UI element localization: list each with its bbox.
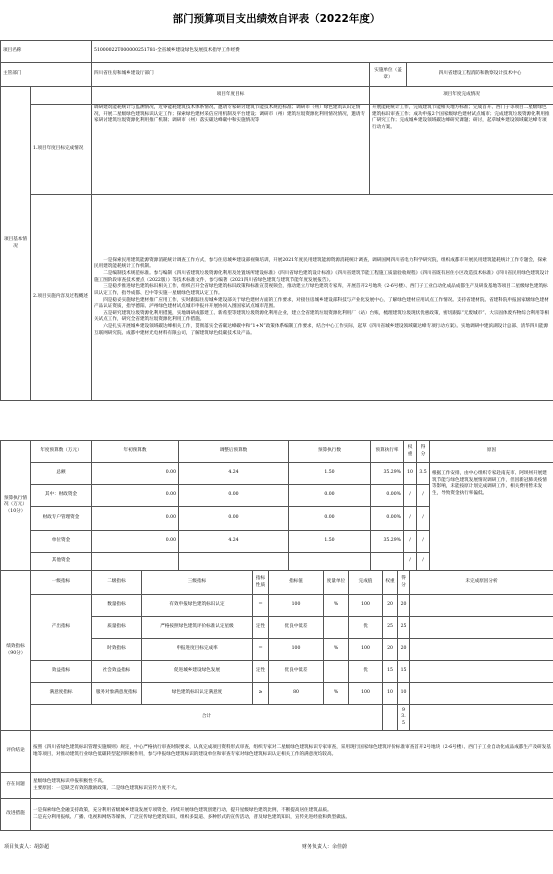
perf-reason	[410, 639, 553, 661]
perf-l2: 数量指标	[92, 595, 142, 617]
overview-table	[0, 40, 553, 401]
perf-l1: 效益指标	[31, 661, 92, 683]
budget-rate	[371, 553, 404, 571]
perf-value: 80	[269, 683, 324, 705]
perf-header: 三级指标	[142, 571, 253, 595]
leader-label: 项目负责人：	[4, 844, 35, 850]
perf-done: 100	[349, 595, 383, 617]
perf-l2: 质量指标	[92, 617, 142, 639]
budget-score: /	[417, 507, 430, 531]
finance-name: 余佳蔚	[332, 844, 348, 850]
budget-adjusted: 4.24	[179, 531, 289, 553]
budget-adjusted: 0.00	[179, 507, 289, 531]
total-score: 93.5	[398, 705, 410, 731]
perf-value: 100	[269, 595, 324, 617]
perf-l3: 严格按照绿色建筑评价标准认定星级	[142, 617, 253, 639]
perf-value: 优良中低差	[269, 617, 324, 639]
perf-nature: ＝	[253, 595, 269, 617]
budget-rate: 35.29%	[371, 463, 404, 485]
perf-header: 一级指标	[31, 571, 92, 595]
perf-nature: ≥	[253, 683, 269, 705]
unit-value: 四川省建设工程消防和勘察设计技术中心	[407, 63, 553, 87]
project-leader	[4, 843, 49, 850]
perf-nature: ＝	[253, 639, 269, 661]
perf-score: 20	[398, 639, 410, 661]
total-weight-blank	[383, 705, 398, 731]
budget-score: /	[417, 553, 430, 571]
budget-initial: 0.00	[92, 507, 179, 531]
perf-nature: 定性	[253, 617, 269, 639]
perf-l1: 产出指标	[31, 595, 92, 661]
budget-score: 3.5	[417, 463, 430, 485]
perf-header: 二级指标	[92, 571, 142, 595]
process-paragraph: 四是稳妥实施绿色建材推广应用工作，实时跟踪住房城乡建设部关于绿色建材方面的工作要求，对接住房城乡建设部科技与产业化发展中心，了解绿色建材应用试点工作情况。支持省建材院、省建科院申报国家级绿色建材产品认证资质，指导德阳、泸州绿色建材试点城市申报并开展协同入围国家试点城市范围。	[94, 297, 549, 310]
perf-header: 指标性质	[253, 571, 269, 595]
budget-adjusted: 0.00	[179, 485, 289, 507]
perf-l3: 绿色建筑标识认定满意度	[142, 683, 253, 705]
page-title: 部门预算项目支出绩效自评表（2022年度）	[172, 13, 381, 25]
perf-done: 100	[349, 683, 383, 705]
budget-weight: /	[404, 507, 417, 531]
budget-score: /	[417, 531, 430, 553]
budget-weight: /	[404, 485, 417, 507]
goal-text: 调研建筑能耗统计与监测情况，近零能耗建筑技术体系情况，邀请专家研讨建筑节能技术规范标准；调研市（州）绿色建筑认识定情况，开展二星级绿色建筑标识认定工作；探索绿色建材采信应用机制及平台建设；调研市（州）建筑垃圾资源化利用情况情况，邀请专家研讨建筑垃圾资源化利用推广机制；调研市（州）落实碳达峰碳中和实施情况等	[92, 105, 370, 195]
perf-header: 得分	[398, 571, 410, 595]
perf-reason	[410, 683, 553, 705]
budget-initial: 0.00	[92, 463, 179, 485]
process-paragraph: 三是稳步推进绿色建筑标识相关工作，组织召开全省绿色建筑标识政策和标准宣贯视频会，推动建立厅绿色建筑专家库，开展首开2号地块（2-6号楼）、西门子工业自动化成品成都生产及研发基地等项目二星级绿色建筑标识认定工作，指导成都、巴中等实施一星级绿色建筑认定工作。	[94, 284, 548, 296]
budget-header: 调整后预算数	[179, 441, 289, 463]
budget-initial: 0.00	[92, 531, 179, 553]
eval-label: 评价结论	[1, 731, 31, 773]
budget-row-name: 财政专户管理资金	[31, 507, 92, 531]
perf-weight: 20	[383, 595, 398, 617]
budget-header: 得分	[417, 441, 430, 463]
perf-nature: 定性	[253, 661, 269, 683]
dept-value: 四川省住房和城乡建设厅部门	[92, 63, 370, 87]
budget-executed	[289, 553, 371, 571]
perf-l3: 有效申报绿色建筑标识认定	[142, 595, 253, 617]
measure-text: 一是探索绿色金融支持政策，充分利用省级城乡建设发展专项资金，持续开展绿色建筑创建行动，提升星级绿色建筑比例，不断提高居住建筑品质。 二是充分利用报纸、广播、电视和网络等媒体，广泛宣传绿色建筑知识，组织多渠道、多种形式的宣传活动，普及绿色建筑知识，宣传先进经验和典型做法。	[31, 799, 553, 831]
perf-l3: 申报进度目标完成率	[142, 639, 253, 661]
budget-row-name: 总额	[31, 463, 92, 485]
perf-weight: 10	[383, 683, 398, 705]
total-reason-blank	[410, 705, 553, 731]
budget-weight: /	[404, 553, 417, 571]
process-paragraph: 一是探索民用建筑能源资源消耗统计调查工作方式，参与住房城乡建设部视频培训，开展2021年度民用建筑能源资源消耗统计调查，调研国网四川省电力科学研究院，组织成都市开展民用建筑能耗统计工作专题会，探索民用建筑能耗统计工作机制。	[94, 257, 547, 270]
perf-label: 绩效指标（90分）	[1, 571, 31, 731]
perf-l2: 社会效益指标	[92, 661, 142, 683]
process-paragraph: 五是研究建筑垃圾资源化利用措施，实地调研成都建工、新希望等建筑垃圾资源化利用企业，建立全省建筑垃圾资源化利用厂（站）台账，梳理建筑垃圾现状优惠政策，密切跟踪“无废城市”、大宗固体废弃物综合利用等相关试点工作，研究全省建筑垃圾资源化利用工作措施。	[94, 310, 549, 323]
process-text	[92, 195, 553, 401]
perf-l2: 服务对象满意度指标	[92, 683, 142, 705]
dept-label: 主管部门	[1, 63, 92, 87]
perf-done: 优	[349, 661, 383, 683]
budget-header: 预算执行数	[289, 441, 371, 463]
perf-header: 未完成原因分析	[410, 571, 553, 595]
budget-header: 预算执行率	[371, 441, 404, 463]
finance-leader	[302, 843, 347, 850]
process-paragraph: 二是编制技术规范标准。参与编制《四川省建筑垃圾资源化利用及处置场所建设标准》《四川省绿色建筑设计标准》《四川省建筑节能工程施工质量验收规程》《四川省既有居住小区改造技术标准》《四川省民用绿色建筑设计施工图阶段审查技术要点（2022版）》等技术标准文件，参与编著《2021四川省绿色建筑与建筑节能年度发展报告》。	[94, 270, 549, 283]
finance-label: 财务负责人：	[302, 844, 333, 850]
budget-executed: 0.00	[289, 485, 371, 507]
perf-score: 20	[398, 595, 410, 617]
budget-score: /	[417, 485, 430, 507]
perf-reason	[410, 617, 553, 639]
budget-initial: 0.00	[92, 485, 179, 507]
perf-header: 指标值	[269, 571, 324, 595]
completion-text: 开展能耗统计工作，完成建筑节能相关地方标准；完成首开、西门子等项目二星级绿色建筑标识审查工作；成功申报2个国家级绿色建材试点城市；完成建筑垃圾资源化利用推广研究工作；完成城乡建设领域碳达峰研究课题；研讨，起草城乡建设领域碳达峰专项行动方案。	[370, 105, 553, 195]
perf-value: 100	[269, 639, 324, 661]
budget-weight: 10	[404, 463, 417, 485]
goal-header-blank	[31, 87, 92, 105]
problem-text: 星级绿色建筑标识申报积极性不高。 主要原因：一是缺乏有效的激励政策，二是绿色建筑标识宣传力度不大。	[31, 773, 553, 799]
measure-label: 改进措施	[1, 799, 31, 831]
perf-done: 优	[349, 617, 383, 639]
performance-table	[0, 570, 553, 731]
perf-score: 15	[398, 661, 410, 683]
goal-row-label: 1.项目年度目标完成情况	[31, 105, 92, 195]
problem-label: 存在问题	[1, 773, 31, 799]
budget-table	[0, 440, 553, 571]
budget-rate: 0.00%	[371, 507, 404, 531]
project-name-label: 项目名称	[1, 41, 92, 63]
process-paragraph: 六是扎实开展城乡建设领域碳达峰相关工作，贯彻落实全省碳达峰碳中和“1+N”政策体系编制工作要求，结合中心工作实际，起草《四川省城乡建设领域碳达峰专项行动方案》。实地调研中建滨湖设计总部、清华四川能源互联网研究院、成都中建材光电材料有限公司，了解建筑绿色低碳技术及产品。	[94, 324, 549, 336]
budget-adjusted	[179, 553, 289, 571]
budget-header: 年度预算数（万元）	[31, 441, 92, 463]
perf-unit	[324, 661, 349, 683]
budget-reason: 根据工作安排，由中心组织专家赴南充市、阿坝州开展建筑节能与绿色建筑发展情况调研工作，但因新冠肺炎疫情等影响，未能按原计划完成调研工作，相关费用暂未发生，导致资金执行率偏低。	[430, 463, 553, 571]
perf-unit: %	[324, 595, 349, 617]
perf-reason	[410, 595, 553, 617]
perf-unit	[324, 617, 349, 639]
perf-value: 优良中低差	[269, 661, 324, 683]
budget-header: 权重	[404, 441, 417, 463]
budget-header: 原因	[430, 441, 553, 463]
budget-row-name: 单位资金	[31, 531, 92, 553]
total-label: 合计	[31, 705, 383, 731]
leader-name: 胡彭超	[34, 844, 50, 850]
budget-header: 年初预算数	[92, 441, 179, 463]
perf-l1: 满意度指标	[31, 683, 92, 705]
budget-rate: 0.00%	[371, 485, 404, 507]
budget-executed: 0.00	[289, 507, 371, 531]
budget-rate: 35.29%	[371, 531, 404, 553]
perf-l3: 促进城乡建设绿色发展	[142, 661, 253, 683]
perf-done: 100	[349, 639, 383, 661]
budget-row-name: 其中：财政资金	[31, 485, 92, 507]
perf-score: 25	[398, 617, 410, 639]
goal-header: 项目年度目标	[92, 87, 370, 105]
budget-executed: 1.50	[289, 463, 371, 485]
perf-weight: 15	[383, 661, 398, 683]
process-label: 2.项目实施内容及过程概述	[31, 195, 92, 401]
budget-initial	[92, 553, 179, 571]
conclusion-table	[0, 730, 553, 831]
completion-header: 项目年度完成情况	[370, 87, 553, 105]
budget-executed: 1.50	[289, 531, 371, 553]
perf-weight: 20	[383, 639, 398, 661]
unit-label: 实施单位（盖章）	[370, 63, 407, 87]
overview-label: 项目基本情况	[1, 87, 31, 401]
perf-score: 10	[398, 683, 410, 705]
budget-weight: /	[404, 531, 417, 553]
budget-row-name: 其他资金	[31, 553, 92, 571]
perf-unit: %	[324, 683, 349, 705]
perf-weight: 25	[383, 617, 398, 639]
perf-unit: %	[324, 639, 349, 661]
perf-header: 权重	[383, 571, 398, 595]
perf-header: 度量单位	[324, 571, 349, 595]
perf-reason	[410, 661, 553, 683]
perf-header: 完成值	[349, 571, 383, 595]
budget-adjusted: 4.24	[179, 463, 289, 485]
eval-text: 按照《四川省绿色建筑标识管理实施细则》规定，中心严格执行审查时限要求，认真完成项目资料形式审查，组织专家对二星级绿色建筑标识专家审查，采用现行国家绿色建筑评价标准审查首开2号地块（2-6号楼）、西门子工业自动化成品成都生产及研发基地等项目，对推动建筑行业绿色低碳转型起到积极作用，参与申报绿色建筑标识的建设单位和审查专家对绿色建筑标识认定相关工作的满意度均较高。	[31, 731, 553, 773]
budget-label: 预算执行情况（万元）（10分）	[1, 441, 31, 571]
perf-l2: 时效指标	[92, 639, 142, 661]
project-name-value: 51000022T000000251781-全省城乡建设绿色发展技术指导工作经费	[92, 41, 553, 63]
